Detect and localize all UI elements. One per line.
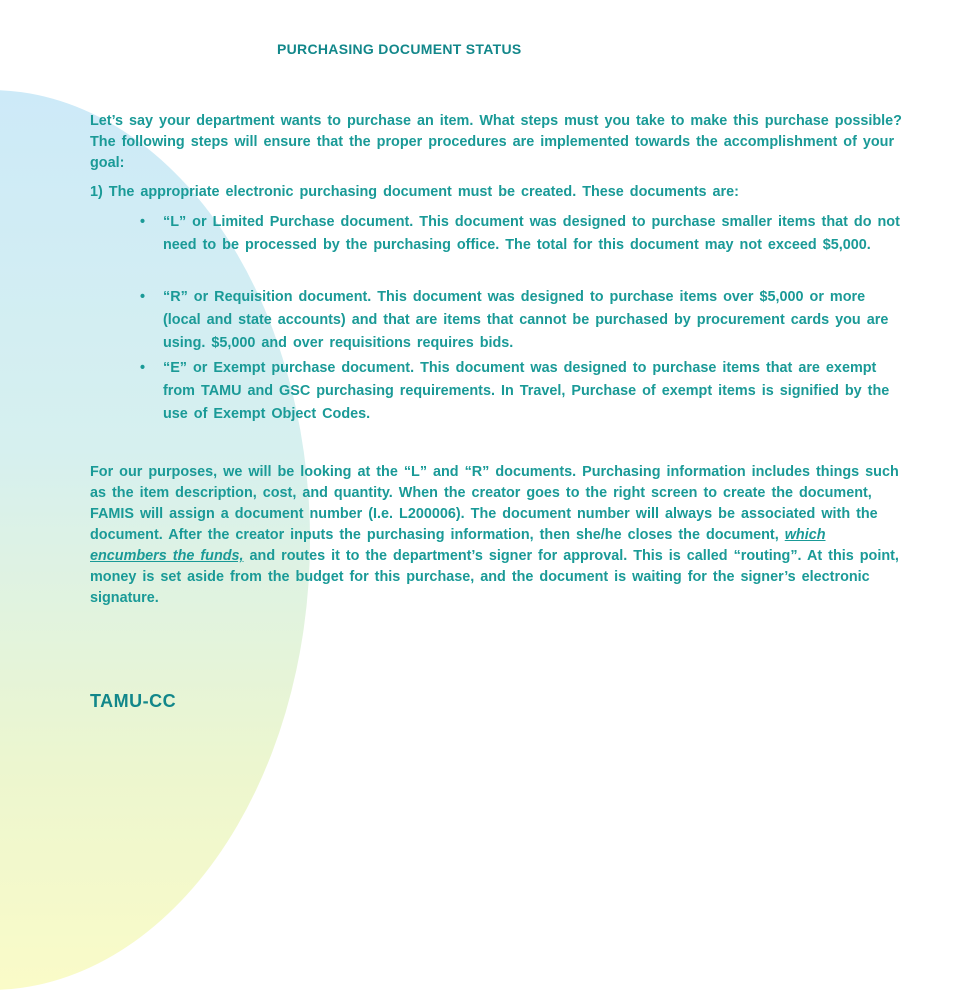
bullet-list-item-r [140,286,900,355]
bullet-marker: • [140,214,146,230]
bullet-marker: • [140,360,146,376]
purpose-paragraph [90,462,902,609]
encumbers-funds-phrase: which encumbers the funds, [90,527,826,564]
bullet-list-item-e [140,357,900,426]
step-1-paragraph: 1) The appropriate electronic purchasing document must be created. These documents are: [90,184,739,200]
bullet-text: “R” or Requisition document. This document was designed to purchase items over $5,000 or more (local and state accounts) and that are items that cannot be purchased by procurement cards you are using. $5,000 and over requisitions requires bids. [163,289,889,351]
list-item [140,357,900,426]
bullet-list-item-l [140,211,900,257]
bullet-text: “L” or Limited Purchase document. This document was designed to purchase smaller items that do not need to be processed by the purchasing office. The total for this document may not exceed $5,000. [163,214,900,253]
intro-paragraph: Let’s say your department wants to purchase an item. What steps must you take to make this purchase possible? The following steps will ensure that the proper procedures are implemented towards the accomplishment of your goal: [90,113,902,171]
list-item [140,286,900,355]
list-item [140,211,900,257]
purpose-text-end: and routes it to the department’s signer for approval. This is called “routing”. At this point, money is set aside from the budget for this purchase, and the document is waiting for the signer’s electronic signature. [90,548,899,606]
page-title: PURCHASING DOCUMENT STATUS [277,41,522,57]
purpose-text-start: For our purposes, we will be looking at the “L” and “R” documents. Purchasing information includes things such as the item description, cost, and quantity. When the creator goes to the right screen to create the document, FAMIS will assign a document number (I.e. L200006). The document number will always be associated with the document. After the creator inputs the purchasing information, then she/he closes the document, [90,464,899,543]
bullet-text: “E” or Exempt purchase document. This document was designed to purchase items that are exempt from TAMU and GSC purchasing requirements. In Travel, Purchase of exempt items is signified by the use of Exempt Object Codes. [163,360,890,422]
footer-logo-text: TAMU-CC [90,691,177,711]
bullet-marker: • [140,289,146,305]
